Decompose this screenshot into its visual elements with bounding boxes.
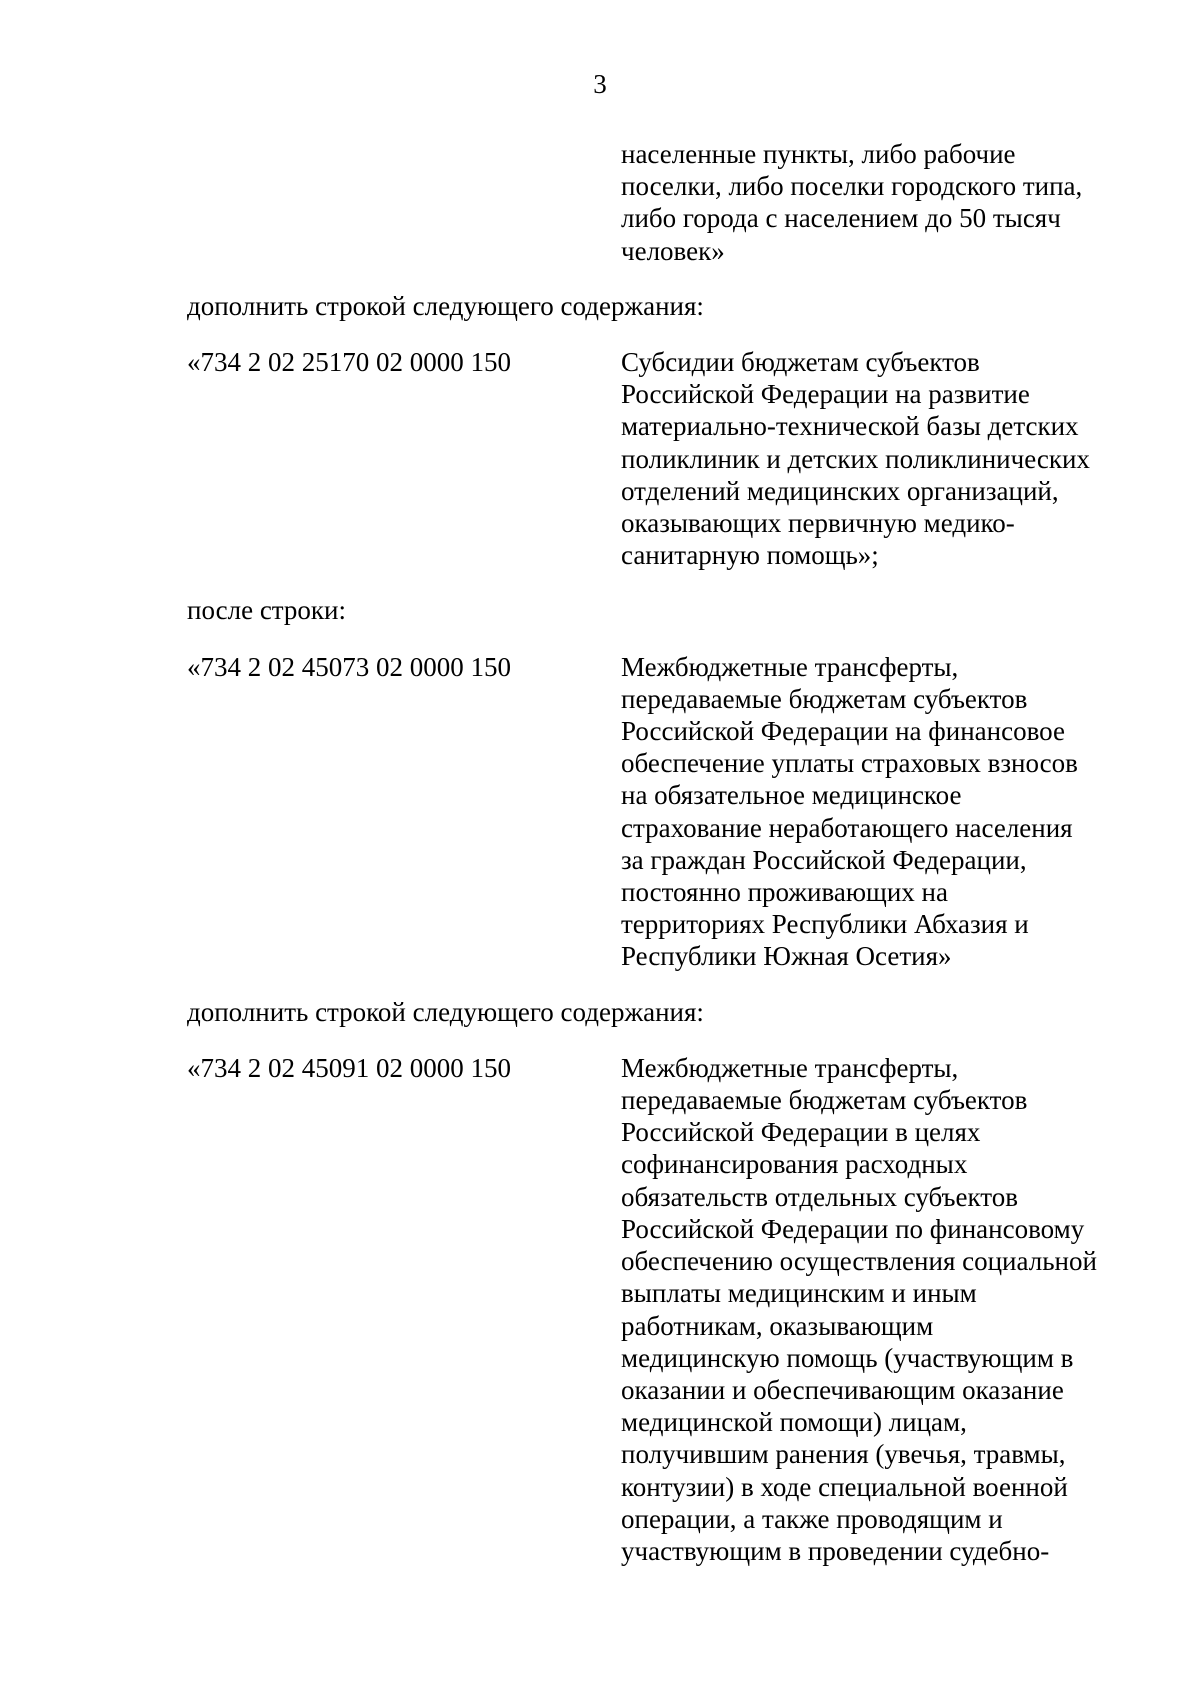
description-line: передаваемые бюджетам субъектов <box>621 1085 1028 1116</box>
table-row <box>187 1052 1117 1567</box>
description-line: софинансирования расходных <box>621 1149 968 1180</box>
instruction-add-row: дополнить строкой следующего содержания: <box>187 290 704 321</box>
description-line: либо города с населением до 50 тысяч <box>621 203 1061 234</box>
description-line: медицинскую помощь (участвующим в <box>621 1342 1074 1373</box>
description-line: на обязательное медицинское <box>621 780 962 811</box>
description-line: получившим ранения (увечья, травмы, <box>621 1439 1066 1470</box>
description-line: операции, а также проводящим и <box>621 1503 1003 1534</box>
description-line: контузии) в ходе специальной военной <box>621 1471 1068 1502</box>
continuation-row <box>187 138 1117 267</box>
instruction-after-row: после строки: <box>187 595 346 626</box>
page-number: 3 <box>593 69 607 99</box>
row-description <box>621 1052 1117 1567</box>
description-line: передаваемые бюджетам субъектов <box>621 683 1028 714</box>
description-line: Российской Федерации по финансовому <box>621 1213 1085 1244</box>
description-line: Субсидии бюджетам субъектов <box>621 347 980 378</box>
description-line: поликлиник и детских поликлинических <box>621 443 1090 474</box>
description-line: обеспечению осуществления социальной <box>621 1246 1097 1277</box>
description-line: обеспечение уплаты страховых взносов <box>621 748 1078 779</box>
description-line: медицинской помощи) лицам, <box>621 1407 967 1438</box>
description-line: оказании и обеспечивающим оказание <box>621 1374 1064 1405</box>
table-row <box>187 346 1117 571</box>
description-line: поселки, либо поселки городского типа, <box>621 171 1083 202</box>
description-line: Российской Федерации на финансовое <box>621 716 1065 747</box>
row-description <box>621 651 1117 973</box>
description-line: работникам, оказывающим <box>621 1310 934 1341</box>
description-line: Республики Южная Осетия» <box>621 941 952 972</box>
description-line: человек» <box>621 235 725 266</box>
description-line: населенные пункты, либо рабочие <box>621 139 1016 169</box>
description-line: участвующим в проведении судебно- <box>621 1535 1050 1566</box>
row-description <box>621 346 1117 571</box>
description-line: Межбюджетные трансферты, <box>621 1052 959 1083</box>
continuation-description <box>621 138 1117 267</box>
description-line: Межбюджетные трансферты, <box>621 651 959 682</box>
budget-code: «734 2 02 25170 02 0000 150 <box>187 347 511 378</box>
description-line: страхование неработающего населения <box>621 812 1073 843</box>
description-line: территориях Республики Абхазия и <box>621 909 1029 940</box>
description-line: санитарную помощь»; <box>621 540 879 571</box>
description-line: постоянно проживающих на <box>621 877 948 908</box>
description-line: Российской Федерации в целях <box>621 1117 981 1148</box>
description-line: обязательств отдельных субъектов <box>621 1181 1018 1212</box>
budget-code: «734 2 02 45073 02 0000 150 <box>187 651 511 682</box>
description-line: за граждан Российской Федерации, <box>621 844 1027 875</box>
description-line: оказывающих первичную медико- <box>621 508 1015 539</box>
table-row <box>187 651 1117 973</box>
description-line: материально-технической базы детских <box>621 411 1079 442</box>
description-line: Российской Федерации на развитие <box>621 379 1030 410</box>
description-line: выплаты медицинским и иным <box>621 1278 977 1309</box>
instruction-add-row: дополнить строкой следующего содержания: <box>187 996 704 1027</box>
description-line: отделений медицинских организаций, <box>621 475 1059 506</box>
budget-code: «734 2 02 45091 02 0000 150 <box>187 1052 511 1083</box>
document-body <box>187 138 1117 1567</box>
